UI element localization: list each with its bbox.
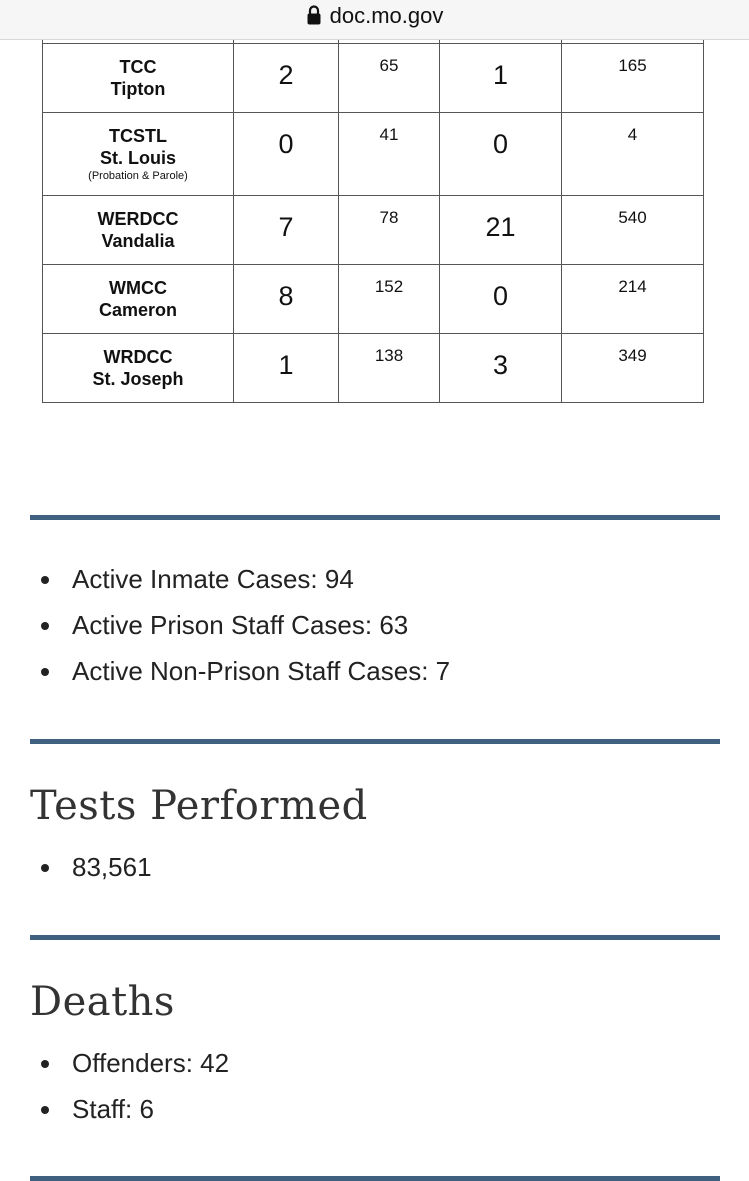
table-row [43, 196, 704, 265]
url-text[interactable]: doc.mo.gov [329, 3, 444, 28]
list-item: Active Non-Prison Staff Cases: 7 [72, 648, 450, 694]
section-divider [30, 935, 720, 940]
table-cell: 214 [562, 265, 704, 334]
address-bar[interactable] [0, 0, 749, 40]
table-cell: 138 [339, 334, 440, 403]
active-cases-list [30, 556, 450, 694]
facility-name-cell [43, 265, 234, 334]
facility-code: TCSTL [109, 126, 167, 146]
list-item: 83,561 [72, 844, 152, 890]
facility-name-cell [43, 334, 234, 403]
table-cell: 21 [440, 196, 562, 265]
table-cell: 0 [440, 265, 562, 334]
deaths-heading: Deaths [30, 979, 175, 1025]
facility-name-cell [43, 196, 234, 265]
table-cell: 165 [562, 44, 704, 113]
table-cell: 7 [234, 196, 339, 265]
table-row [43, 265, 704, 334]
table-row [43, 44, 704, 113]
facility-city: St. Louis [100, 148, 176, 168]
table-cell: 349 [562, 334, 704, 403]
list-item: Active Prison Staff Cases: 63 [72, 602, 450, 648]
deaths-list [30, 1040, 229, 1132]
table-cell: 78 [339, 196, 440, 265]
table-cell: 1 [440, 44, 562, 113]
lock-icon [306, 4, 322, 26]
table-row [43, 334, 704, 403]
table-cell: 4 [562, 113, 704, 196]
table-cell: 2 [234, 44, 339, 113]
list-item: Staff: 6 [72, 1086, 229, 1132]
facility-city: Vandalia [101, 231, 175, 251]
section-divider [30, 1176, 720, 1181]
facility-city: St. Joseph [92, 369, 184, 389]
table-cell: 8 [234, 265, 339, 334]
facility-code: WERDCC [97, 209, 179, 229]
table-cell: 0 [440, 113, 562, 196]
list-item: Offenders: 42 [72, 1040, 229, 1086]
facility-note: (Probation & Parole) [88, 170, 188, 182]
list-item: Active Inmate Cases: 94 [72, 556, 450, 602]
table-row [43, 113, 704, 196]
facility-name-cell [43, 44, 234, 113]
facility-city: Tipton [110, 79, 166, 99]
table-cell: 0 [234, 113, 339, 196]
table-cell: 41 [339, 113, 440, 196]
table-cell: 540 [562, 196, 704, 265]
table-cell: 65 [339, 44, 440, 113]
facility-name-cell [43, 113, 234, 196]
facility-code: TCC [119, 57, 157, 77]
table-cell: 3 [440, 334, 562, 403]
tests-heading: Tests Performed [30, 783, 368, 829]
section-divider [30, 515, 720, 520]
facility-city: Cameron [98, 300, 178, 320]
facility-code: WRDCC [103, 347, 173, 367]
table-cell: 152 [339, 265, 440, 334]
tests-list [30, 844, 152, 890]
facility-table [42, 40, 703, 403]
table-cell: 1 [234, 334, 339, 403]
section-divider [30, 739, 720, 744]
facility-code: WMCC [109, 278, 167, 298]
